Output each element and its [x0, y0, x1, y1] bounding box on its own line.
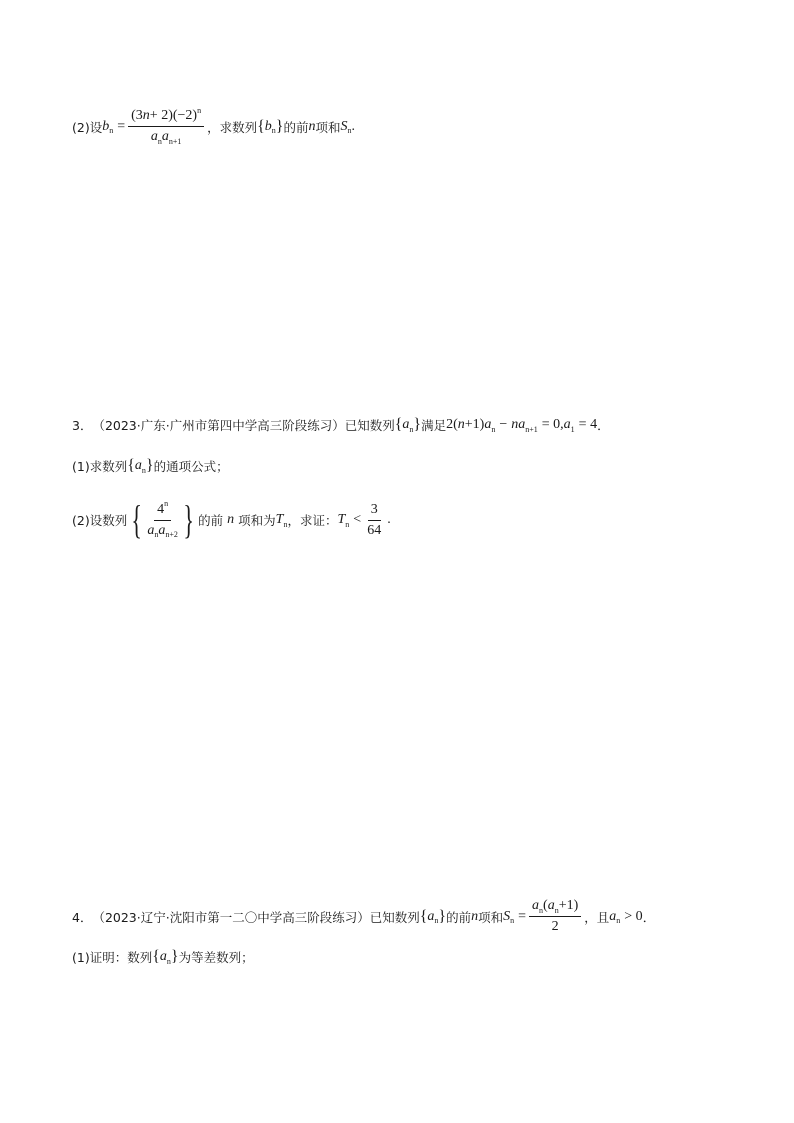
- q3-p2-brace-right: }: [183, 497, 194, 542]
- q3-part1-line: [72, 457, 229, 475]
- q3-part2-mid2: 项和为: [238, 513, 276, 528]
- q3-brace-right: }: [413, 416, 422, 433]
- q3-brace-left: {: [394, 416, 403, 433]
- q4-part1-line: [72, 948, 254, 966]
- q4-p1-brace-left: {: [152, 948, 160, 965]
- q3-source: （2023·广东·广州市第四中学高三阶段练习）已知数列: [92, 418, 395, 433]
- q4-fn1: a: [532, 898, 540, 913]
- q2-denom-s2: n+1: [168, 136, 182, 146]
- q4-part1-suffix: 为等差数列；: [178, 950, 254, 965]
- q3-p2-d1s: n: [154, 530, 159, 539]
- q3-part2-n: n: [227, 512, 235, 527]
- q3-f7s: n+1: [525, 424, 538, 434]
- q2-numer-sup: n: [197, 105, 202, 115]
- q2-numer-a: (3: [131, 108, 143, 123]
- q3-part2-end: .: [387, 512, 391, 527]
- q2-denom-a2: a: [161, 129, 169, 144]
- q3-f4s: n: [491, 424, 496, 434]
- q3-f7: a: [518, 417, 526, 432]
- q3-p1-brace-left: {: [127, 457, 135, 474]
- q4-source: （2023·辽宁·沈阳市第一二〇中学高三阶段练习）已知数列: [92, 909, 420, 925]
- q3-part2-lt: <: [353, 512, 362, 527]
- q2-after2: 项和: [315, 119, 341, 135]
- q4-ca: a: [609, 908, 617, 924]
- q3-p2-d2s: n+2: [165, 530, 178, 539]
- q2-part2-prefix: (2)设: [72, 119, 103, 135]
- q3-f2: n: [457, 417, 465, 432]
- q4-brace-right: }: [438, 907, 447, 925]
- q2-end: .: [351, 118, 355, 134]
- q3-f9s: 1: [570, 424, 575, 434]
- q4-eq: =: [518, 908, 527, 924]
- q2-brace-right: }: [275, 117, 284, 135]
- q3-p2-fd: 64: [367, 522, 382, 538]
- q2-denom-a1: a: [150, 129, 158, 144]
- q3-f8: = 0,: [541, 417, 564, 432]
- q3-p1-a: a: [134, 458, 142, 473]
- q3-p2-d2: a: [158, 522, 166, 538]
- q4-cond: ，且: [584, 909, 610, 925]
- q4-a: a: [427, 908, 435, 924]
- q4-part1-prefix: (1)证明：数列: [72, 950, 153, 965]
- q2-n2: n: [308, 118, 316, 134]
- q2-bn-fraction: [128, 105, 204, 146]
- q3-f6: n: [511, 417, 519, 432]
- q3-f3: +1): [464, 417, 485, 432]
- q4-fn3s: n: [554, 905, 559, 915]
- q4-cgt: > 0: [624, 908, 643, 924]
- q4-n: n: [471, 908, 479, 924]
- q4-mid: 的前: [446, 909, 472, 925]
- q4-sn-fraction: [529, 898, 581, 935]
- q3-p2-d1: a: [147, 522, 155, 538]
- q2-set-b-sub: n: [271, 126, 276, 135]
- q3-part2-T: T: [275, 512, 284, 527]
- q2-mid: ，求数列: [207, 119, 258, 135]
- q4-p1-brace-right: }: [170, 948, 179, 965]
- q3-part2-T2s: n: [345, 519, 350, 529]
- q2-S-sub: n: [347, 126, 352, 135]
- q3-cond: 满足: [421, 418, 447, 433]
- q3-a: a: [402, 417, 410, 432]
- q4-mid2: 项和: [478, 909, 504, 925]
- q3-part2-prefix: (2)设数列: [72, 513, 128, 528]
- q3-p2-fraction: [144, 499, 181, 539]
- q3-part2-prove: ，求证：: [287, 513, 338, 528]
- q2-brace-left: {: [257, 117, 265, 135]
- q2-eq: =: [117, 118, 126, 134]
- q2-denom-s1: n: [157, 136, 162, 146]
- q2-S: S: [340, 118, 348, 134]
- q3-a-sub: n: [409, 424, 414, 434]
- q4-fn1s: n: [539, 905, 544, 915]
- q3-p2-brace-left: {: [131, 497, 143, 542]
- q4-p1-a: a: [159, 949, 167, 964]
- q2-numer-n: n: [142, 108, 150, 123]
- q4-p1-a-sub: n: [166, 956, 171, 966]
- q3-f9: a: [563, 417, 571, 432]
- q4-fn2: (: [543, 898, 548, 913]
- q4-S-sub: n: [510, 916, 515, 925]
- q2-b-sub: n: [109, 126, 114, 135]
- q2-set-b: b: [264, 118, 272, 134]
- q3-f1: 2(: [446, 417, 458, 432]
- q4-S: S: [503, 908, 511, 924]
- q4-end: ．: [642, 909, 656, 925]
- q2-numer-b: + 2)(−2): [149, 108, 198, 123]
- q3-part2-line: [72, 497, 391, 542]
- q4-fn4: +1): [558, 898, 579, 913]
- q3-p2-numer-sup: n: [164, 499, 169, 508]
- q4-number: 4．: [72, 909, 93, 925]
- q4-fn3: a: [547, 898, 555, 913]
- q3-part2-T2: T: [337, 512, 346, 527]
- q3-stem-line: [72, 416, 610, 434]
- q3-number: 3．: [72, 418, 93, 433]
- q4-a-sub: n: [434, 916, 439, 925]
- q3-p1-brace-right: }: [145, 457, 154, 474]
- q3-part1-suffix: 的通项公式；: [153, 459, 229, 474]
- q3-f10: = 4: [578, 417, 598, 432]
- q3-p1-a-sub: n: [141, 465, 146, 475]
- q2-part2-line: [72, 105, 355, 146]
- q4-cas: n: [616, 916, 621, 925]
- q3-p2-numer: 4: [157, 501, 165, 517]
- q4-stem-line: [72, 898, 655, 935]
- q4-fd: 2: [551, 919, 559, 934]
- q3-part2-Ts: n: [283, 519, 288, 529]
- q3-part1-prefix: (1)求数列: [72, 459, 128, 474]
- q4-brace-left: {: [419, 907, 428, 925]
- q3-p2-bound-fraction: [364, 502, 384, 539]
- q3-f4: a: [484, 417, 492, 432]
- q2-after: 的前: [283, 119, 309, 135]
- q3-p2-fn: 3: [370, 501, 378, 517]
- q2-b-var: b: [102, 118, 110, 134]
- q3-f5: −: [499, 417, 508, 432]
- q3-part2-mid: 的前: [198, 513, 224, 528]
- q3-end: ．: [597, 418, 610, 433]
